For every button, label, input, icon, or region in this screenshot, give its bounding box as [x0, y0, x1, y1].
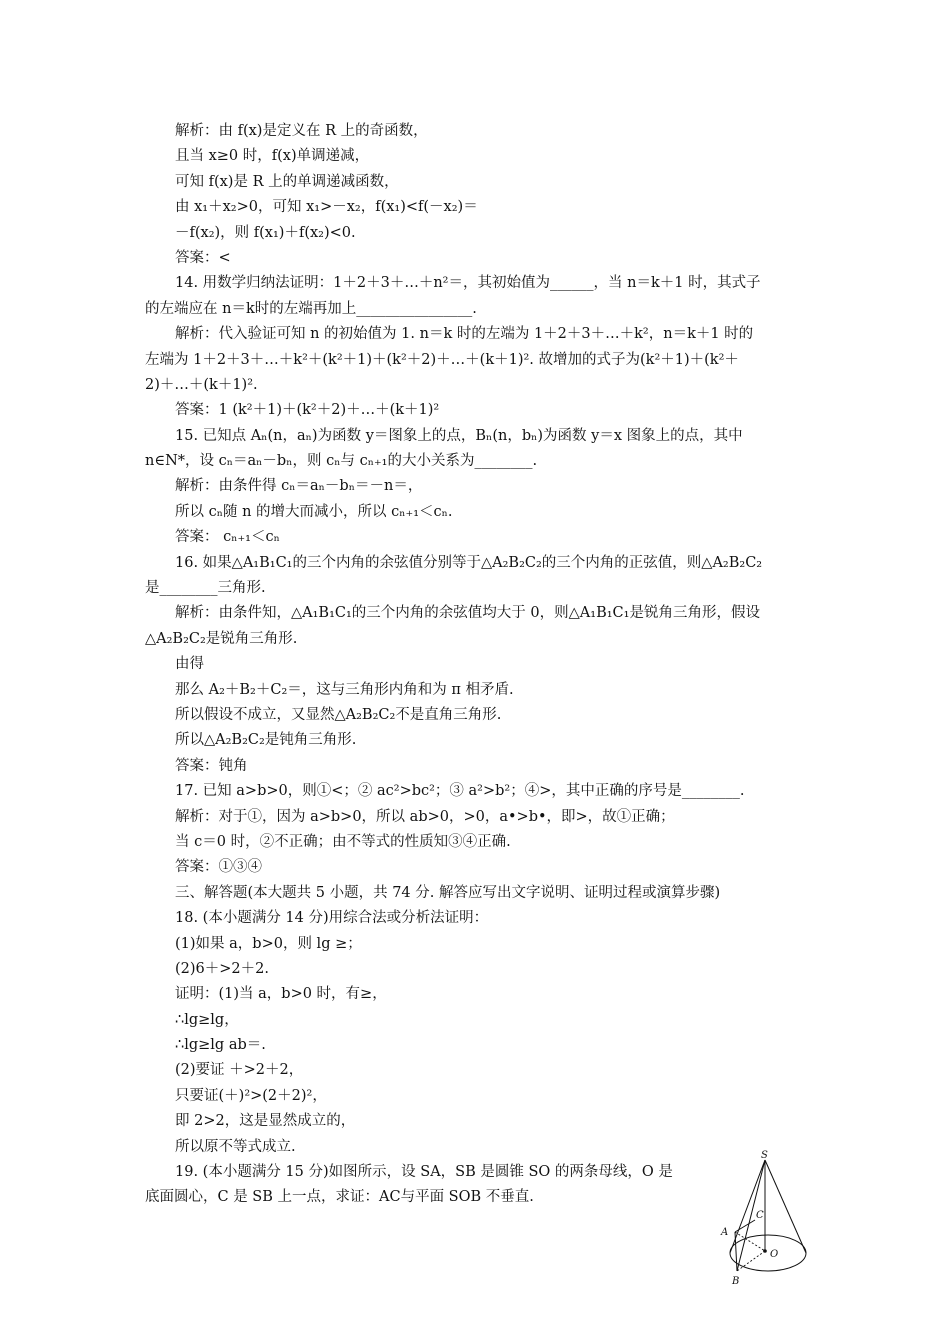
- text-line: 解析：由 f(x)是定义在 R 上的奇函数，: [175, 123, 428, 139]
- text-line: △A₂B₂C₂是锐角三角形.: [145, 630, 298, 647]
- text-line: 即 2>2，这是显然成立的，: [175, 1113, 356, 1130]
- text-line: 是________三角形.: [145, 580, 266, 597]
- text-line: 解析：由条件得 cₙ＝aₙ－bₙ＝－n＝，: [175, 478, 423, 495]
- label-S: S: [761, 1150, 768, 1161]
- text-line: 解析：对于①，因为 a>b>0，所以 ab>0，>0，a•>b•，即>，故①正确；: [175, 808, 675, 825]
- text-line: 的左端应在 n＝k时的左端再加上________________.: [145, 300, 477, 317]
- text-line: 可知 f(x)是 R 上的单调递减函数，: [175, 173, 399, 190]
- text-line: 由 x₁＋x₂>0，可知 x₁>－x₂，f(x₁)<f(－x₂)＝: [175, 199, 478, 216]
- text-line: 答案：钝角: [175, 757, 248, 774]
- document-body: [145, 119, 810, 1211]
- text-line: 14. 用数学归纳法证明：1＋2＋3＋…＋n²＝，其初始值为______，当 n＝k＋1 时，其式子: [175, 275, 761, 292]
- text-line: 只要证(＋)²>(2＋2)²，: [175, 1087, 327, 1104]
- text-line: (2)要证 ＋>2＋2，: [175, 1062, 304, 1079]
- text-line: (1)如果 a，b>0，则 lg ≥；: [175, 935, 362, 952]
- text-line: 18. (本小题满分 14 分)用综合法或分析法证明：: [175, 910, 489, 927]
- label-A: A: [721, 1227, 729, 1238]
- text-line: 答案：<: [175, 249, 231, 266]
- cone-right-generatrix: [765, 1160, 806, 1253]
- point-O: [763, 1249, 767, 1253]
- text-line: 且当 x≥0 时，f(x)单调递减，: [175, 148, 370, 165]
- text-line: 答案： cₙ₊₁＜cₙ: [175, 529, 280, 546]
- text-line: 17. 已知 a>b>0，则①<；② ac²>bc²；③ a²>b²；④>，其中正确的序号是________.: [175, 783, 745, 800]
- text-line: 所以 cₙ随 n 的增大而减小，所以 cₙ₊₁＜cₙ.: [175, 503, 453, 520]
- text-line: 底面圆心，C 是 SB 上一点，求证：AC与平面 SOB 不垂直.: [145, 1189, 534, 1206]
- text-line: 解析：代入验证可知 n 的初始值为 1. n＝k 时的左端为 1＋2＋3＋…＋k²，n＝k＋1 时的: [175, 326, 754, 343]
- cone-figure: [715, 1150, 815, 1290]
- text-line: ∴lg≥lg，: [175, 1011, 239, 1028]
- text-line: 由得: [175, 656, 204, 673]
- text-line: 所以假设不成立，又显然△A₂B₂C₂不是直角三角形.: [175, 706, 502, 723]
- text-line: －f(x₂)，则 f(x₁)＋f(x₂)<0.: [175, 224, 356, 241]
- text-line: 19. (本小题满分 15 分)如图所示，设 SA，SB 是圆锥 SO 的两条母线，O 是: [175, 1164, 673, 1181]
- text-line: 2)＋…＋(k＋1)².: [145, 376, 258, 393]
- label-B: B: [732, 1276, 740, 1287]
- text-line: 所以△A₂B₂C₂是钝角三角形.: [175, 732, 357, 749]
- text-line: 证明：(1)当 a，b>0 时，有≥，: [175, 986, 387, 1003]
- text-line: 所以原不等式成立.: [175, 1138, 296, 1155]
- segment-AC: [735, 1220, 755, 1232]
- label-O: O: [770, 1249, 779, 1260]
- text-line: 当 c＝0 时，②不正确；由不等式的性质知③④正确.: [175, 833, 511, 850]
- text-line: 解析：由条件知，△A₁B₁C₁的三个内角的余弦值均大于 0，则△A₁B₁C₁是锐角三角形，假设: [175, 605, 760, 622]
- text-line: 答案：①③④: [175, 859, 262, 876]
- text-line: (2)6＋>2＋2.: [175, 960, 269, 977]
- text-line: 三、解答题(本大题共 5 小题，共 74 分. 解答应写出文字说明、证明过程或演算步骤): [175, 884, 721, 901]
- text-line: 15. 已知点 Aₙ(n，aₙ)为函数 y＝图象上的点，Bₙ(n，bₙ)为函数 y＝x 图象上的点，其中: [175, 427, 743, 444]
- text-line: ∴lg≥lg ab＝.: [175, 1037, 266, 1054]
- text-line: 左端为 1＋2＋3＋…＋k²＋(k²＋1)＋(k²＋2)＋…＋(k＋1)². 故增加的式子为(k²＋1)＋(k²＋: [145, 351, 739, 368]
- text-line: 那么 A₂＋B₂＋C₂＝，这与三角形内角和为 π 相矛盾.: [175, 681, 514, 698]
- text-line: 16. 如果△A₁B₁C₁的三个内角的余弦值分别等于△A₂B₂C₂的三个内角的正弦值，则△A₂B₂C₂: [175, 554, 763, 571]
- text-line: 答案：1 (k²＋1)＋(k²＋2)＋…＋(k＋1)²: [175, 402, 440, 419]
- label-C: C: [756, 1210, 764, 1221]
- text-line: n∈N*，设 cₙ＝aₙ－bₙ，则 cₙ与 cₙ₊₁的大小关系为________.: [145, 453, 538, 470]
